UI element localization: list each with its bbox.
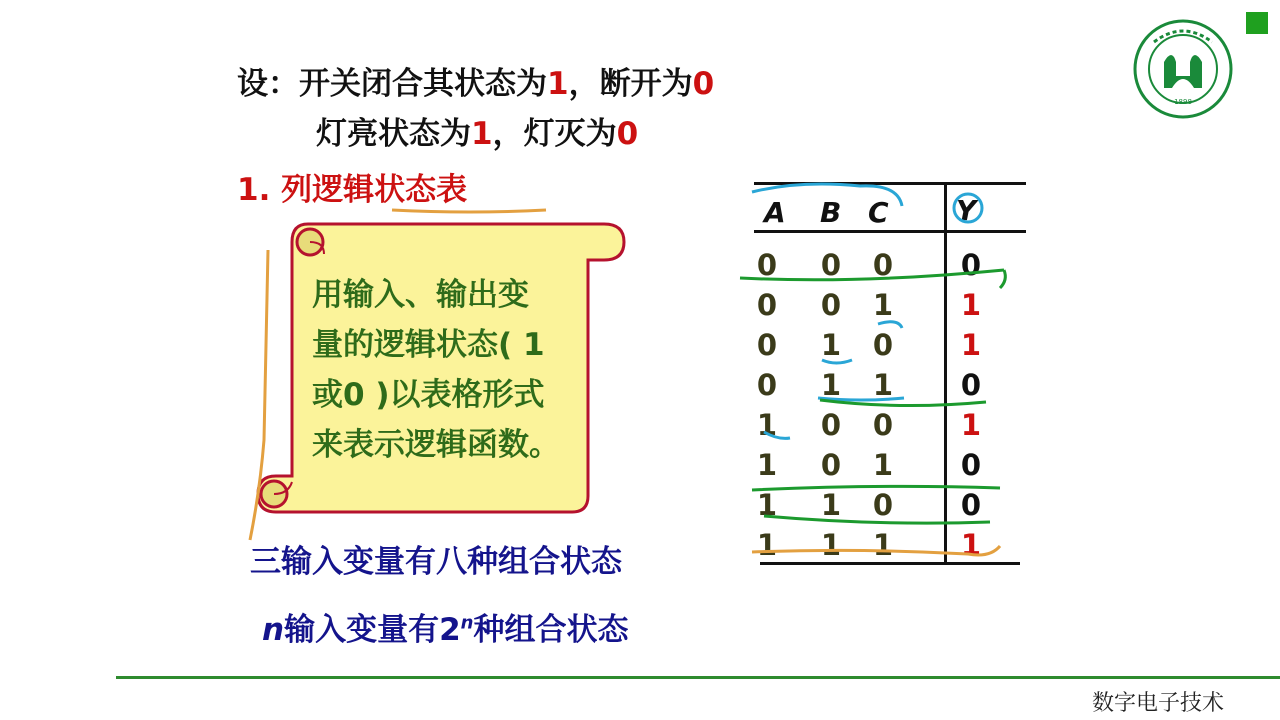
- table-cell-c: 0: [872, 248, 894, 282]
- header-line-2-prefix: 灯亮状态为: [316, 116, 471, 152]
- table-cell-y: 0: [960, 448, 982, 482]
- table-cell-y: 0: [960, 488, 982, 522]
- table-cell-y: 1: [960, 328, 982, 362]
- note-line-2-exp: n: [460, 612, 474, 634]
- table-cell-c: 0: [872, 408, 894, 442]
- note-line-2-a: 输入变量有: [284, 612, 440, 648]
- header-line-1: [237, 58, 714, 103]
- section-title: 1. 列逻辑状态表: [237, 172, 468, 208]
- table-cell-b: 1: [820, 368, 842, 402]
- table-cell-a: 1: [756, 488, 778, 522]
- table-cell-c: 0: [872, 328, 894, 362]
- table-cell-c: 1: [872, 288, 894, 322]
- table-cell-a: 1: [756, 528, 778, 562]
- table-header-a: A: [764, 196, 786, 229]
- table-cell-c: 1: [872, 528, 894, 562]
- table-header-c: C: [868, 196, 889, 229]
- scroll-text: [312, 270, 560, 470]
- table-cell-c: 1: [872, 448, 894, 482]
- note-line-2-n: n: [262, 612, 285, 648]
- table-cell-y: 1: [960, 288, 982, 322]
- table-cell-y: 0: [960, 248, 982, 282]
- table-cell-a: 0: [756, 368, 778, 402]
- header-line-2-val1: 1: [471, 116, 493, 152]
- table-cell-a: 1: [756, 408, 778, 442]
- note-line-2-b: 种组合状态: [473, 612, 629, 648]
- table-cell-b: 0: [820, 408, 842, 442]
- table-cell-b: 1: [820, 328, 842, 362]
- table-cell-y: 1: [960, 528, 982, 562]
- table-cell-c: 1: [872, 368, 894, 402]
- header-line-1-mid: ，断开为: [568, 66, 693, 102]
- header-line-2-val2: 0: [616, 116, 639, 152]
- table-cell-b: 1: [820, 528, 842, 562]
- table-cell-b: 0: [820, 248, 842, 282]
- table-cell-b: 0: [820, 288, 842, 322]
- table-divider: [944, 182, 947, 565]
- table-cell-y: 1: [960, 408, 982, 442]
- footer-course: 数字电子技术: [1092, 691, 1225, 716]
- table-header-b: B: [820, 196, 842, 229]
- note-line-2-2: 2: [439, 612, 461, 648]
- table-bottom-rule: [760, 562, 1020, 565]
- note-line-2: [262, 604, 628, 649]
- scroll-line-4: 来表示逻辑函数。: [312, 427, 560, 463]
- table-header-y: Y: [956, 194, 977, 227]
- table-cell-c: 0: [872, 488, 894, 522]
- scroll-line-1: 用输入、输出变: [312, 277, 529, 313]
- footer-rule: [116, 676, 1280, 679]
- table-cell-b: 0: [820, 448, 842, 482]
- header-line-1-prefix: 设：开关闭合其状态为: [237, 66, 547, 102]
- header-line-1-val1: 1: [547, 66, 569, 102]
- scroll-line-3: 或0 )以表格形式: [312, 377, 545, 413]
- table-cell-a: 1: [756, 448, 778, 482]
- table-cell-a: 0: [756, 248, 778, 282]
- header-line-2: [316, 108, 638, 153]
- table-header-rule: [754, 230, 1026, 233]
- table-cell-a: 0: [756, 328, 778, 362]
- note-line-1: 三输入变量有八种组合状态: [250, 544, 622, 580]
- table-cell-b: 1: [820, 488, 842, 522]
- scroll-line-2: 量的逻辑状态( 1: [312, 327, 545, 363]
- university-logo: [1132, 18, 1234, 120]
- table-cell-y: 0: [960, 368, 982, 402]
- corner-marker: [1246, 12, 1268, 34]
- header-line-1-val2: 0: [692, 66, 715, 102]
- logo-year: 1898: [1174, 98, 1192, 106]
- header-line-2-mid: ，灯灭为: [492, 116, 617, 152]
- table-cell-a: 0: [756, 288, 778, 322]
- table-top-rule: [754, 182, 1026, 185]
